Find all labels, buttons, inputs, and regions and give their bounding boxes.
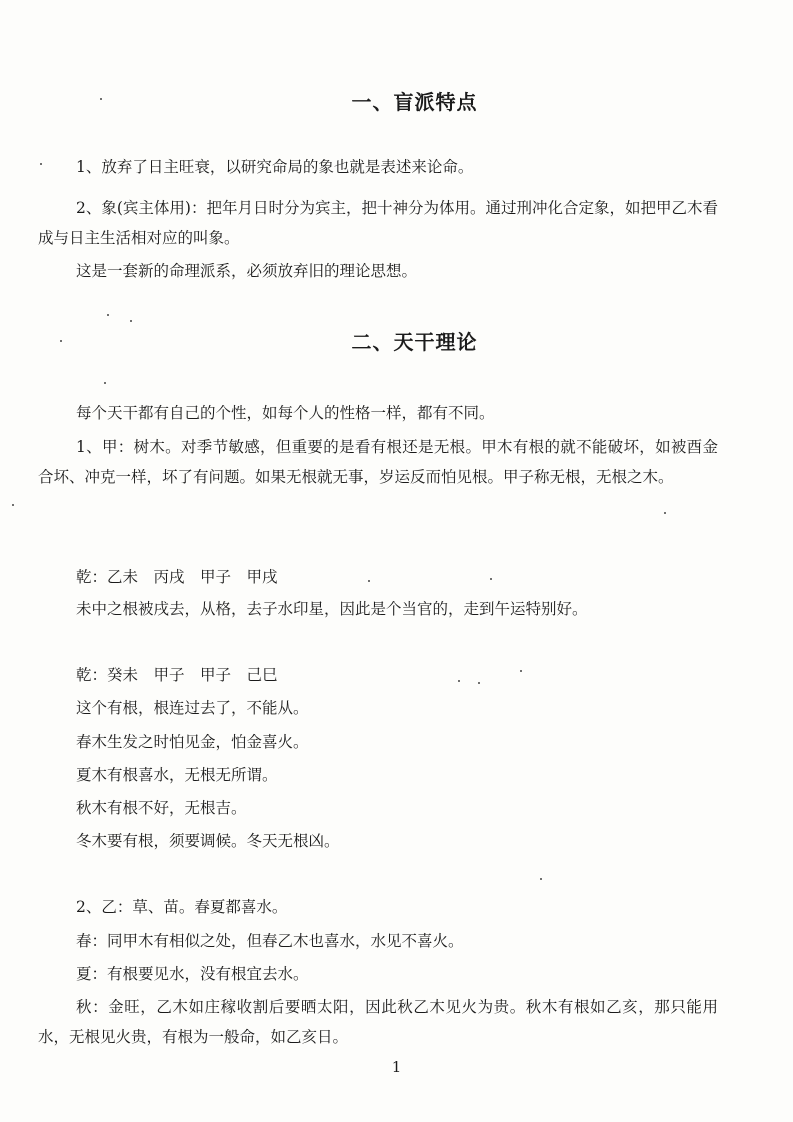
season-jia-summer: 夏木有根喜水，无根无所谓。 <box>76 766 278 784</box>
bazi-chart-example-2: 乾：癸未 甲子 甲子 己巳 <box>76 666 278 684</box>
scan-speck <box>540 878 542 880</box>
paragraph-jia-wood: 1、甲：树木。对季节敏感，但重要的是看有根还是无根。甲木有根的就不能破坏，如被酉金合坏、冲克一样，坏了有问题。如果无根就无事，岁运反而怕见根。甲子称无根，无根之木。 <box>38 438 718 486</box>
scan-speck <box>130 320 132 322</box>
example-1-note: 未中之根被戌去，从格，去子水印星，因此是个当官的，走到午运特别好。 <box>76 600 588 618</box>
scan-speck <box>458 680 460 682</box>
scan-speck <box>100 98 102 100</box>
scan-speck <box>490 578 492 580</box>
season-yi-summer: 夏：有根要见水，没有根宜去水。 <box>76 965 309 983</box>
section-heading-heavenly-stems: 二、天干理论 <box>351 330 478 354</box>
season-jia-winter: 冬木要有根，须要调候。冬天无根凶。 <box>76 832 340 850</box>
page-number: 1 <box>391 1058 402 1076</box>
season-yi-spring: 春：同甲木有相似之处，但春乙木也喜水，水见不喜火。 <box>76 932 464 950</box>
scan-speck <box>40 163 42 165</box>
scan-speck <box>104 382 106 384</box>
scan-speck <box>664 512 666 514</box>
scan-speck <box>520 670 522 672</box>
scan-speck <box>60 340 62 342</box>
scan-speck <box>107 314 109 316</box>
section-heading-blind-school: 一、盲派特点 <box>351 90 478 114</box>
season-jia-autumn: 秋木有根不好，无根吉。 <box>76 799 247 817</box>
paragraph-yi-wood: 2、乙：草、苗。春夏都喜水。 <box>76 898 288 916</box>
season-yi-autumn: 秋：金旺，乙木如庄稼收割后要晒太阳，因此秋乙木见火为贵。秋木有根如乙亥，那只能用水，无根见火贵，有根为一般命，如乙亥日。 <box>38 998 718 1046</box>
paragraph-new-school: 这是一套新的命理派系，必须放弃旧的理论思想。 <box>76 262 418 280</box>
paragraph-stems-intro: 每个天干都有自己的个性，如每个人的性格一样，都有不同。 <box>76 404 495 422</box>
scan-speck <box>12 504 14 506</box>
paragraph-point-2: 2、象(宾主体用)：把年月日时分为宾主，把十神分为体用。通过刑冲化合定象，如把甲乙木看成与日主生活相对应的叫象。 <box>38 199 718 247</box>
bazi-chart-example-1: 乾：乙未 丙戌 甲子 甲戌 <box>76 568 278 586</box>
paragraph-point-1: 1、放弃了日主旺衰，以研究命局的象也就是表述来论命。 <box>76 158 474 176</box>
season-jia-spring: 春木生发之时怕见金，怕金喜火。 <box>76 733 309 751</box>
scan-speck <box>478 682 480 684</box>
scan-speck <box>368 580 370 582</box>
example-2-note: 这个有根，根连过去了，不能从。 <box>76 699 309 717</box>
